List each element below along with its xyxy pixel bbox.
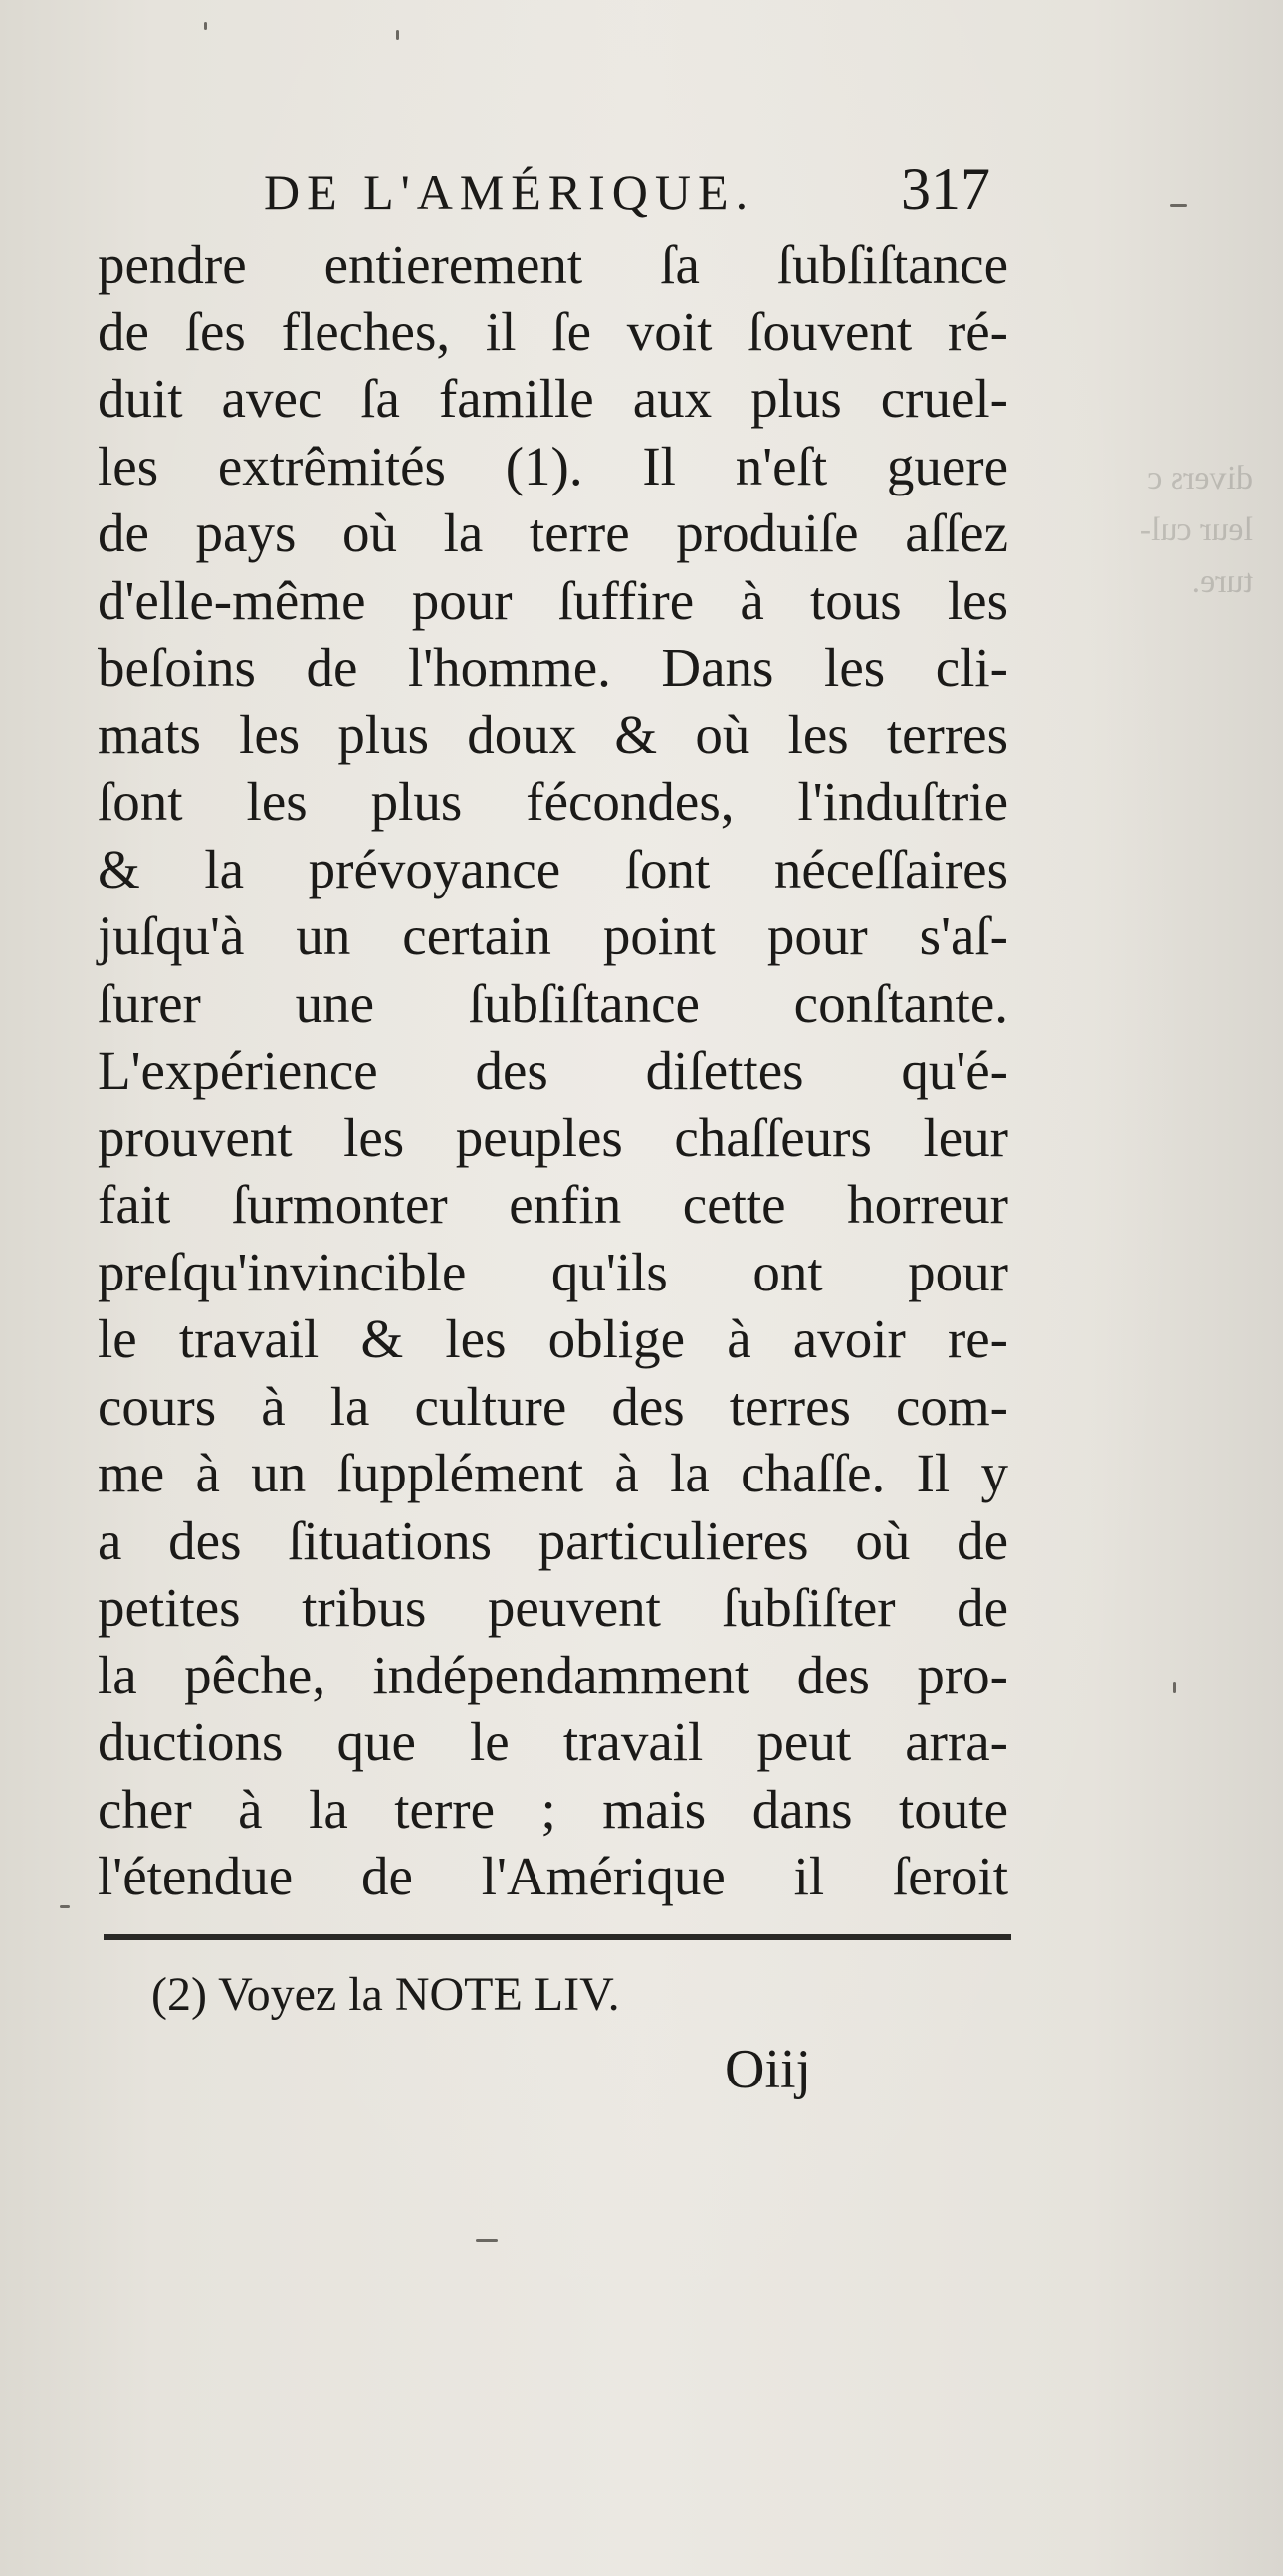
text-line: le travail & les oblige à avoir re- bbox=[98, 1308, 1008, 1369]
text-line: a des ſituations particulieres où de bbox=[98, 1509, 1008, 1571]
text-line: mats les plus doux & où les terres bbox=[98, 703, 1008, 765]
bleed-line: leur cul- bbox=[1139, 511, 1253, 548]
bleed-line: ture. bbox=[1191, 563, 1253, 600]
text-line: juſqu'à un certain point pour s'aſ- bbox=[98, 905, 1008, 966]
text-line: prouvent les peuples chaſſeurs leur bbox=[98, 1106, 1008, 1168]
text-line: ſurer une ſubſiſtance conſtante. bbox=[98, 972, 1008, 1034]
paper-speck bbox=[476, 2239, 498, 2242]
text-line: fait ſurmonter enfin cette horreur bbox=[98, 1174, 1008, 1235]
text-line: beſoins de l'homme. Dans les cli- bbox=[98, 637, 1008, 697]
paper-speck bbox=[1170, 204, 1187, 207]
text-line: cher à la terre ; mais dans toute bbox=[98, 1778, 1008, 1840]
text-line: preſqu'invincible qu'ils ont pour bbox=[98, 1241, 1008, 1302]
page-number: 317 bbox=[901, 156, 990, 222]
text-line: d'elle-même pour ſuffire à tous les bbox=[98, 569, 1008, 631]
paper-speck bbox=[1173, 1682, 1176, 1693]
text-line: cours à la culture des terres com- bbox=[98, 1375, 1008, 1437]
signature-mark: Oiij bbox=[725, 2039, 812, 2100]
text-line: ductions que le travail peut arra- bbox=[98, 1711, 1008, 1772]
text-line: la pêche, indépendamment des pro- bbox=[98, 1644, 1008, 1705]
text-line: petites tribus peuvent ſubſiſter de bbox=[98, 1577, 1008, 1638]
text-line: pendre entierement ſa ſubſiſtance bbox=[98, 234, 1008, 295]
paper-speck bbox=[396, 30, 399, 40]
text-line: L'expérience des diſettes qu'é- bbox=[98, 1040, 1008, 1100]
footnote: (2) Voyez la NOTE LIV. bbox=[151, 1968, 620, 2021]
text-line: de ſes fleches, il ſe voit ſouvent ré- bbox=[98, 300, 1008, 362]
running-head: DE L'AMÉRIQUE. bbox=[264, 164, 755, 220]
text-line: me à un ſupplément à la chaſſe. Il y bbox=[98, 1443, 1008, 1503]
text-line: les extrêmités (1). Il n'eſt guere bbox=[98, 435, 1008, 496]
paper-speck bbox=[60, 1905, 70, 1908]
footnote-rule bbox=[104, 1934, 1011, 1940]
text-line: l'étendue de l'Amérique il ſeroit bbox=[98, 1846, 1008, 1906]
body-text bbox=[98, 231, 1008, 1910]
text-line: & la prévoyance ſont néceſſaires bbox=[98, 838, 1008, 899]
bleed-line: divers c bbox=[1147, 460, 1253, 496]
bleed-through-text bbox=[1134, 453, 1253, 608]
text-line: de pays où la terre produiſe aſſez bbox=[98, 502, 1008, 563]
text-line: duit avec ſa famille aux plus cruel- bbox=[98, 368, 1008, 429]
paper-speck bbox=[204, 22, 207, 30]
text-line: ſont les plus fécondes, l'induſtrie bbox=[98, 771, 1008, 832]
